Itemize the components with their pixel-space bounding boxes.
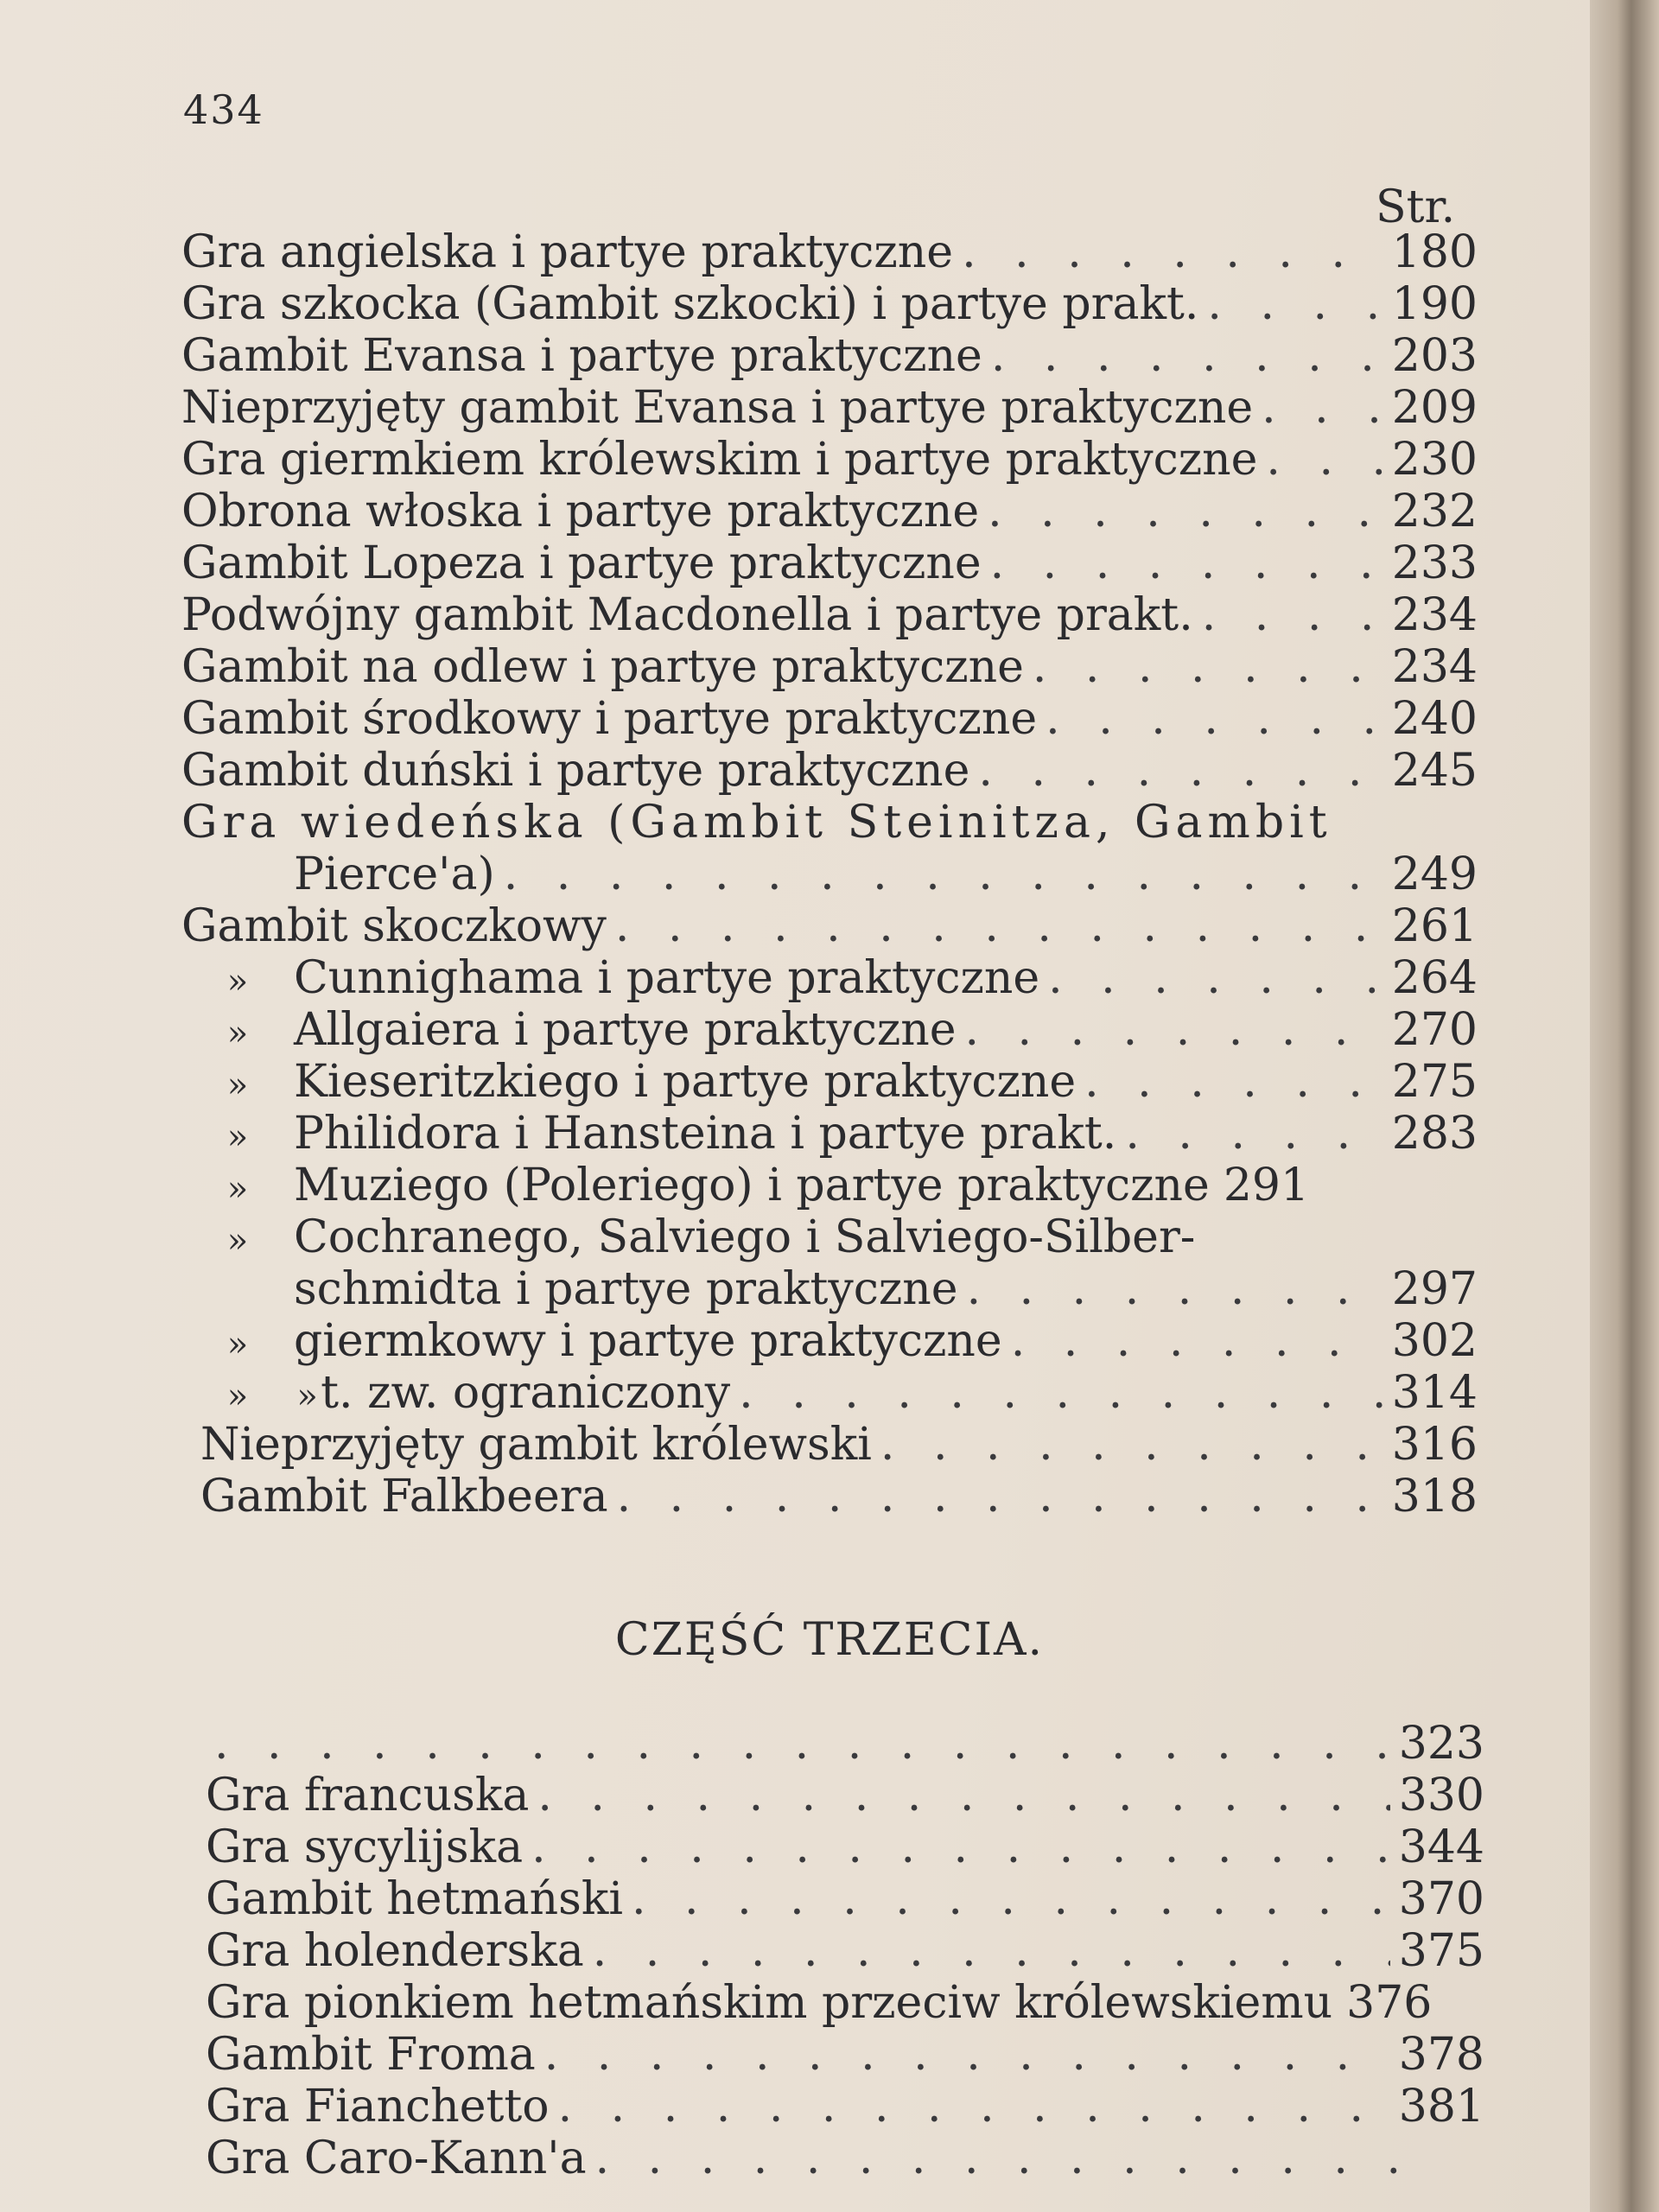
entry-title: Gra angielska i partye praktyczne — [181, 226, 954, 278]
ditto-mark: » — [226, 1169, 249, 1209]
toc-entry — [206, 2081, 1484, 2133]
entry-page: 230 — [1391, 434, 1478, 486]
entry-page: 378 — [1398, 2029, 1484, 2081]
entry-title: Podwójny gambit Macdonella i partye prakt. — [181, 589, 1193, 641]
part-heading: CZĘŚĆ TRZECIA. — [614, 1614, 1045, 1666]
dot-leader — [558, 2081, 1390, 2133]
toc-entry — [181, 641, 1478, 693]
entry-title: Gra francuska — [206, 1770, 530, 1821]
entry-page: 234 — [1391, 589, 1478, 641]
entry-title: Nieprzyjęty gambit Evansa i partye praktyczne — [181, 382, 1254, 434]
toc-entry — [206, 2133, 1484, 2184]
dot-leader — [593, 1925, 1390, 1977]
entry-title: Gambit duński i partye praktyczne — [181, 745, 970, 797]
entry-title: giermkowy i partye praktyczne — [294, 1315, 1002, 1367]
entry-page: 344 — [1398, 1821, 1484, 1873]
entry-page: 302 — [1391, 1315, 1478, 1367]
toc-subentry-continuation — [181, 1263, 1478, 1315]
entry-title: Gra Caro-Kann'a — [206, 2133, 587, 2184]
entry-page: 323 — [1398, 1718, 1484, 1770]
toc-entry — [181, 486, 1478, 537]
entry-page: 190 — [1391, 278, 1478, 330]
entry-page: 330 — [1398, 1770, 1484, 1821]
toc-subentry — [181, 1004, 1478, 1056]
entry-title: Gambit na odlew i partye praktyczne — [181, 641, 1024, 693]
dot-leader — [595, 2133, 1398, 2184]
toc-entry — [206, 1770, 1484, 1821]
toc-entry — [206, 1873, 1484, 1925]
page-number: 434 — [183, 86, 264, 133]
table-of-contents-part-three — [206, 1718, 1484, 2184]
dot-leader — [990, 537, 1383, 589]
entry-title: Kieseritzkiego i partye praktyczne — [294, 1056, 1077, 1108]
toc-entry — [181, 1419, 1478, 1471]
dot-leader — [615, 900, 1383, 952]
dot-leader — [1046, 693, 1383, 745]
ditto-mark: » — [226, 1117, 249, 1157]
entry-title: Nieprzyjęty gambit królewski — [200, 1419, 872, 1471]
entry-page: 240 — [1391, 693, 1478, 745]
toc-entry — [181, 1471, 1478, 1522]
entry-title: Obrona włoska i partye praktyczne — [181, 486, 980, 537]
dot-leader — [967, 1263, 1383, 1315]
entry-title: Gambit skoczkowy — [181, 900, 607, 952]
entry-title: Pierce'a) — [294, 849, 495, 900]
dot-leader — [214, 1718, 1390, 1770]
ditto-mark: » — [226, 1014, 249, 1053]
dot-leader — [965, 1004, 1383, 1056]
entry-page: 275 — [1391, 1056, 1478, 1108]
dot-leader — [1125, 1108, 1382, 1160]
toc-entry — [181, 537, 1478, 589]
entry-title: Gra holenderska — [206, 1925, 584, 1977]
toc-entry — [181, 745, 1478, 797]
entry-title: Muziego (Poleriego) i partye praktyczne — [294, 1160, 1210, 1211]
ditto-mark: » — [226, 962, 249, 1001]
entry-page: 245 — [1391, 745, 1478, 797]
dot-leader — [1011, 1315, 1383, 1367]
entry-title: Gambit Falkbeera — [200, 1471, 608, 1522]
entry-page: 370 — [1398, 1873, 1484, 1925]
dot-leader — [544, 2029, 1390, 2081]
entry-title: Gra giermkiem królewskim i partye praktyczne — [181, 434, 1258, 486]
dot-leader — [1033, 641, 1383, 693]
toc-entry — [181, 797, 1478, 849]
entry-title: Gra wiedeńska (Gambit Steinitza, Gambit — [181, 797, 1332, 849]
toc-subentry — [181, 1211, 1478, 1263]
entry-page: 270 — [1391, 1004, 1478, 1056]
dot-leader — [1048, 952, 1383, 1004]
toc-subentry — [181, 1315, 1478, 1367]
entry-title: Gambit Lopeza i partye praktyczne — [181, 537, 982, 589]
dot-leader — [991, 330, 1383, 382]
page-edge — [1590, 0, 1659, 2212]
dot-leader — [1207, 278, 1382, 330]
entry-page: 232 — [1391, 486, 1478, 537]
entry-title: Gra sycylijska — [206, 1821, 524, 1873]
entry-page: 180 — [1391, 226, 1478, 278]
entry-title: Gra Fianchetto — [206, 2081, 550, 2133]
entry-title: Gambit środkowy i partye praktyczne — [181, 693, 1038, 745]
toc-entry — [181, 226, 1478, 278]
entry-page: 376 — [1346, 1977, 1433, 2029]
entry-title: Gambit hetmański — [206, 1873, 623, 1925]
ditto-mark: » — [226, 1065, 249, 1105]
ditto-mark-inner: » — [296, 1376, 318, 1416]
dot-leader — [962, 226, 1383, 278]
entry-page: 316 — [1391, 1419, 1478, 1471]
entry-page: 203 — [1391, 330, 1478, 382]
ditto-mark: » — [226, 1325, 249, 1364]
toc-entry — [181, 278, 1478, 330]
toc-entry-continuation — [181, 849, 1478, 900]
dot-leader — [531, 1821, 1390, 1873]
entry-page: 375 — [1398, 1925, 1484, 1977]
dot-leader — [1262, 382, 1383, 434]
entry-page: 264 — [1391, 952, 1478, 1004]
toc-subentry — [181, 1108, 1478, 1160]
toc-entry — [181, 900, 1478, 952]
dot-leader — [537, 1770, 1389, 1821]
entry-page: 261 — [1391, 900, 1478, 952]
entry-title: Gra pionkiem hetmańskim przeciw królewskiemu — [206, 1977, 1333, 2029]
entry-title: Philidora i Hansteina i partye prakt. — [294, 1108, 1117, 1160]
dot-leader — [504, 849, 1383, 900]
entry-page: 249 — [1391, 849, 1478, 900]
dot-leader — [880, 1419, 1383, 1471]
toc-entry — [181, 589, 1478, 641]
dot-leader — [988, 486, 1383, 537]
ditto-mark: » — [226, 1376, 249, 1416]
toc-entry — [181, 693, 1478, 745]
entry-title: Cochranego, Salviego i Salviego-Silber- — [294, 1211, 1196, 1263]
entry-title: Gambit Evansa i partye praktyczne — [181, 330, 982, 382]
entry-title: Cunnighama i partye praktyczne — [294, 952, 1040, 1004]
toc-entry — [181, 434, 1478, 486]
entry-title: t. zw. ograniczony — [321, 1367, 731, 1419]
toc-entry — [206, 1925, 1484, 1977]
toc-entry — [206, 1977, 1484, 2029]
dot-leader — [1084, 1056, 1383, 1108]
entry-title: Allgaiera i partye praktyczne — [294, 1004, 957, 1056]
toc-subentry — [181, 1056, 1478, 1108]
toc-entry — [206, 2029, 1484, 2081]
toc-entry — [181, 330, 1478, 382]
entry-title: Gra szkocka (Gambit szkocki) i partye prakt. — [181, 278, 1199, 330]
dot-leader — [1202, 589, 1383, 641]
dot-leader — [978, 745, 1382, 797]
dot-leader — [617, 1471, 1383, 1522]
toc-subentry — [181, 952, 1478, 1004]
toc-entry — [206, 1821, 1484, 1873]
entry-page: 291 — [1223, 1160, 1310, 1211]
entry-page: 297 — [1391, 1263, 1478, 1315]
dot-leader — [739, 1367, 1383, 1419]
entry-page: 283 — [1391, 1108, 1478, 1160]
pages-column-label: Str. — [1376, 181, 1456, 233]
entry-page: 209 — [1391, 382, 1478, 434]
entry-title: schmidta i partye praktyczne — [294, 1263, 958, 1315]
toc-subentry — [181, 1160, 1478, 1211]
entry-page: 318 — [1391, 1471, 1478, 1522]
table-of-contents — [181, 226, 1478, 1522]
toc-subentry — [181, 1367, 1478, 1419]
entry-title: Gambit Froma — [206, 2029, 536, 2081]
ditto-mark: » — [226, 1221, 249, 1261]
toc-entry — [206, 1718, 1484, 1770]
entry-page: 234 — [1391, 641, 1478, 693]
dot-leader — [632, 1873, 1390, 1925]
toc-entry — [181, 382, 1478, 434]
dot-leader — [1266, 434, 1382, 486]
entry-page: 381 — [1398, 2081, 1484, 2133]
entry-page: 233 — [1391, 537, 1478, 589]
entry-page: 314 — [1391, 1367, 1478, 1419]
